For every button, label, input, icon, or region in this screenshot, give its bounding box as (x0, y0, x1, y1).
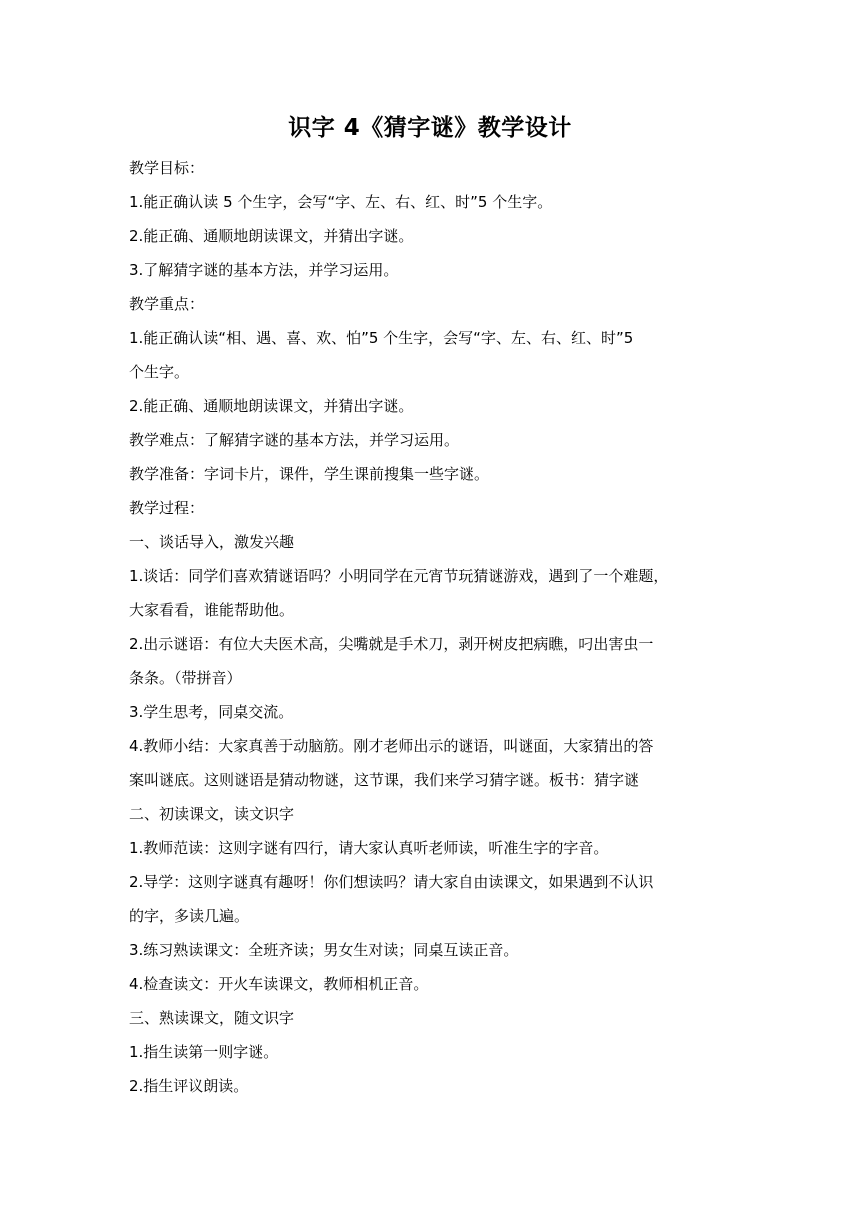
paragraph: 2.导学：这则字谜真有趣呀！你们想读吗？请大家自由读课文，如果遇到不认识 (129, 873, 654, 891)
section-heading-3: 三、熟读课文，随文识字 (129, 1009, 295, 1027)
paragraph: 3.了解猜字谜的基本方法，并学习运用。 (129, 261, 399, 279)
paragraph: 3.学生思考，同桌交流。 (129, 703, 294, 721)
section-heading-2: 二、初读课文，读文识字 (129, 805, 295, 823)
paragraph-difficulty: 教学难点：了解猜字谜的基本方法，并学习运用。 (129, 431, 460, 449)
paragraph-continuation: 的字，多读几遍。 (129, 907, 250, 925)
paragraph-continuation: 大家看看，谁能帮助他。 (129, 601, 295, 619)
document-body (129, 151, 731, 1103)
paragraph: 1.教师范读：这则字谜有四行，请大家认真听老师读，听准生字的字音。 (129, 839, 609, 857)
paragraph-key-points-heading: 教学重点： (129, 295, 205, 313)
paragraph: 4.检查读文：开火车读课文，教师相机正音。 (129, 975, 429, 993)
paragraph: 1.指生读第一则字谜。 (129, 1043, 279, 1061)
paragraph-continuation: 条条。（带拼音） (129, 669, 242, 687)
paragraph-objectives-heading: 教学目标： (129, 159, 205, 177)
paragraph: 4.教师小结：大家真善于动脑筋。刚才老师出示的谜语，叫谜面，大家猜出的答 (129, 737, 654, 755)
paragraph: 3.练习熟读课文：全班齐读；男女生对读；同桌互读正音。 (129, 941, 519, 959)
section-heading-1: 一、谈话导入，激发兴趣 (129, 533, 295, 551)
paragraph: 2.能正确、通顺地朗读课文，并猜出字谜。 (129, 227, 414, 245)
paragraph-continuation: 案叫谜底。这则谜语是猜动物谜，这节课，我们来学习猜字谜。板书：猜字谜 (129, 771, 640, 789)
paragraph-preparation: 教学准备：字词卡片，课件，学生课前搜集一些字谜。 (129, 465, 490, 483)
paragraph: 2.指生评议朗读。 (129, 1077, 249, 1095)
paragraph-continuation: 个生字。 (129, 363, 190, 381)
paragraph: 2.出示谜语：有位大夫医术高，尖嘴就是手术刀，剥开树皮把病瞧，叼出害虫一 (129, 635, 654, 653)
paragraph: 2.能正确、通顺地朗读课文，并猜出字谜。 (129, 397, 414, 415)
paragraph: 1.能正确认读 5 个生字，会写“字、左、右、红、时”5 个生字。 (129, 193, 553, 211)
document-title: 识字 4《猜字谜》教学设计 (288, 115, 572, 141)
paragraph-process-heading: 教学过程： (129, 499, 205, 517)
paragraph: 1.谈话：同学们喜欢猜谜语吗？小明同学在元宵节玩猜谜游戏，遇到了一个难题， (129, 567, 669, 585)
paragraph: 1.能正确认读“相、遇、喜、欢、怕”5 个生字，会写“字、左、右、红、时”5 (129, 329, 634, 347)
